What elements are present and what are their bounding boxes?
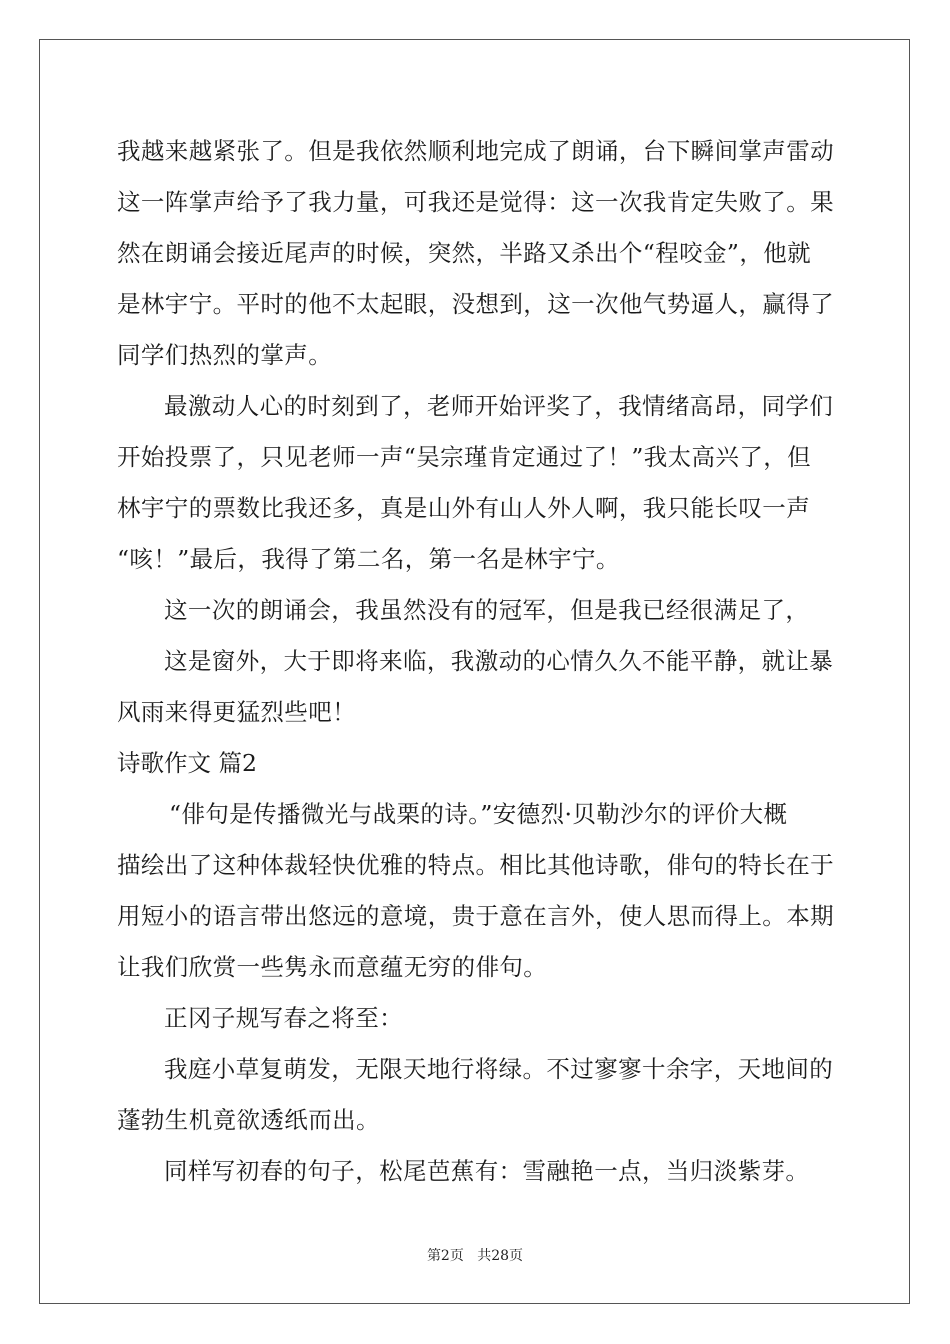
text-line: “俳句是传播微光与战栗的诗。”安德烈·贝勒沙尔的评价大概 [169, 800, 788, 828]
paragraph-1 [117, 126, 833, 381]
paragraph-3 [117, 585, 833, 636]
text-line: 正冈子规写春之将至： [164, 1004, 403, 1032]
text-line: 我越来越紧张了。但是我依然顺利地完成了朗诵，台下瞬间掌声雷动 [117, 137, 834, 165]
paragraph-6 [117, 993, 833, 1044]
text-line: 同样写初春的句子，松尾芭蕉有：雪融艳一点，当归淡紫芽。 [164, 1157, 810, 1185]
text-line: 让我们欣赏一些隽永而意蕴无穷的俳句。 [117, 953, 548, 981]
document-body [117, 126, 833, 1197]
text-line: 同学们热烈的掌声。 [117, 341, 333, 369]
text-line: 用短小的语言带出悠远的意境，贵于意在言外，使人思而得上。本期 [117, 902, 834, 930]
paragraph-8 [117, 1146, 833, 1197]
page-footer [0, 1245, 950, 1265]
text-line: 最激动人心的时刻到了，老师开始评奖了，我情绪高昂，同学们 [164, 392, 834, 420]
text-line: 这一次的朗诵会，我虽然没有的冠军，但是我已经很满足了， [164, 596, 810, 624]
text-line: “咳！”最后，我得了第二名，第一名是林宇宁。 [117, 545, 620, 573]
paragraph-5 [117, 789, 833, 993]
text-line: 风雨来得更猛烈些吧！ [117, 698, 356, 726]
text-line: 描绘出了这种体裁轻快优雅的特点。相比其他诗歌，俳句的特长在于 [117, 851, 834, 879]
text-line: 开始投票了，只见老师一声“吴宗瑾肯定通过了！”我太高兴了，但 [117, 443, 812, 471]
text-line: 是林宇宁。平时的他不太起眼，没想到，这一次他气势逼人，赢得了 [117, 290, 834, 318]
paragraph-7 [117, 1044, 833, 1146]
text-line: 然在朗诵会接近尾声的时候，突然，半路又杀出个“程咬金”，他就 [117, 239, 812, 267]
page-number: 第2页 [426, 1248, 464, 1264]
text-line: 这是窗外，大于即将来临，我激动的心情久久不能平静，就让暴 [164, 647, 834, 675]
paragraph-4 [117, 636, 833, 738]
paragraph-2 [117, 381, 833, 585]
total-pages: 共28页 [477, 1248, 524, 1264]
text-line: 蓬勃生机竟欲透纸而出。 [117, 1106, 380, 1134]
text-line: 林宇宁的票数比我还多，真是山外有山人外人啊，我只能长叹一声 [117, 494, 811, 522]
section-heading: 诗歌作文 篇2 [117, 749, 257, 777]
text-line: 这一阵掌声给予了我力量，可我还是觉得：这一次我肯定失败了。果 [117, 188, 834, 216]
text-line: 我庭小草复萌发，无限天地行将绿。不过寥寥十余字，天地间的 [164, 1055, 834, 1083]
